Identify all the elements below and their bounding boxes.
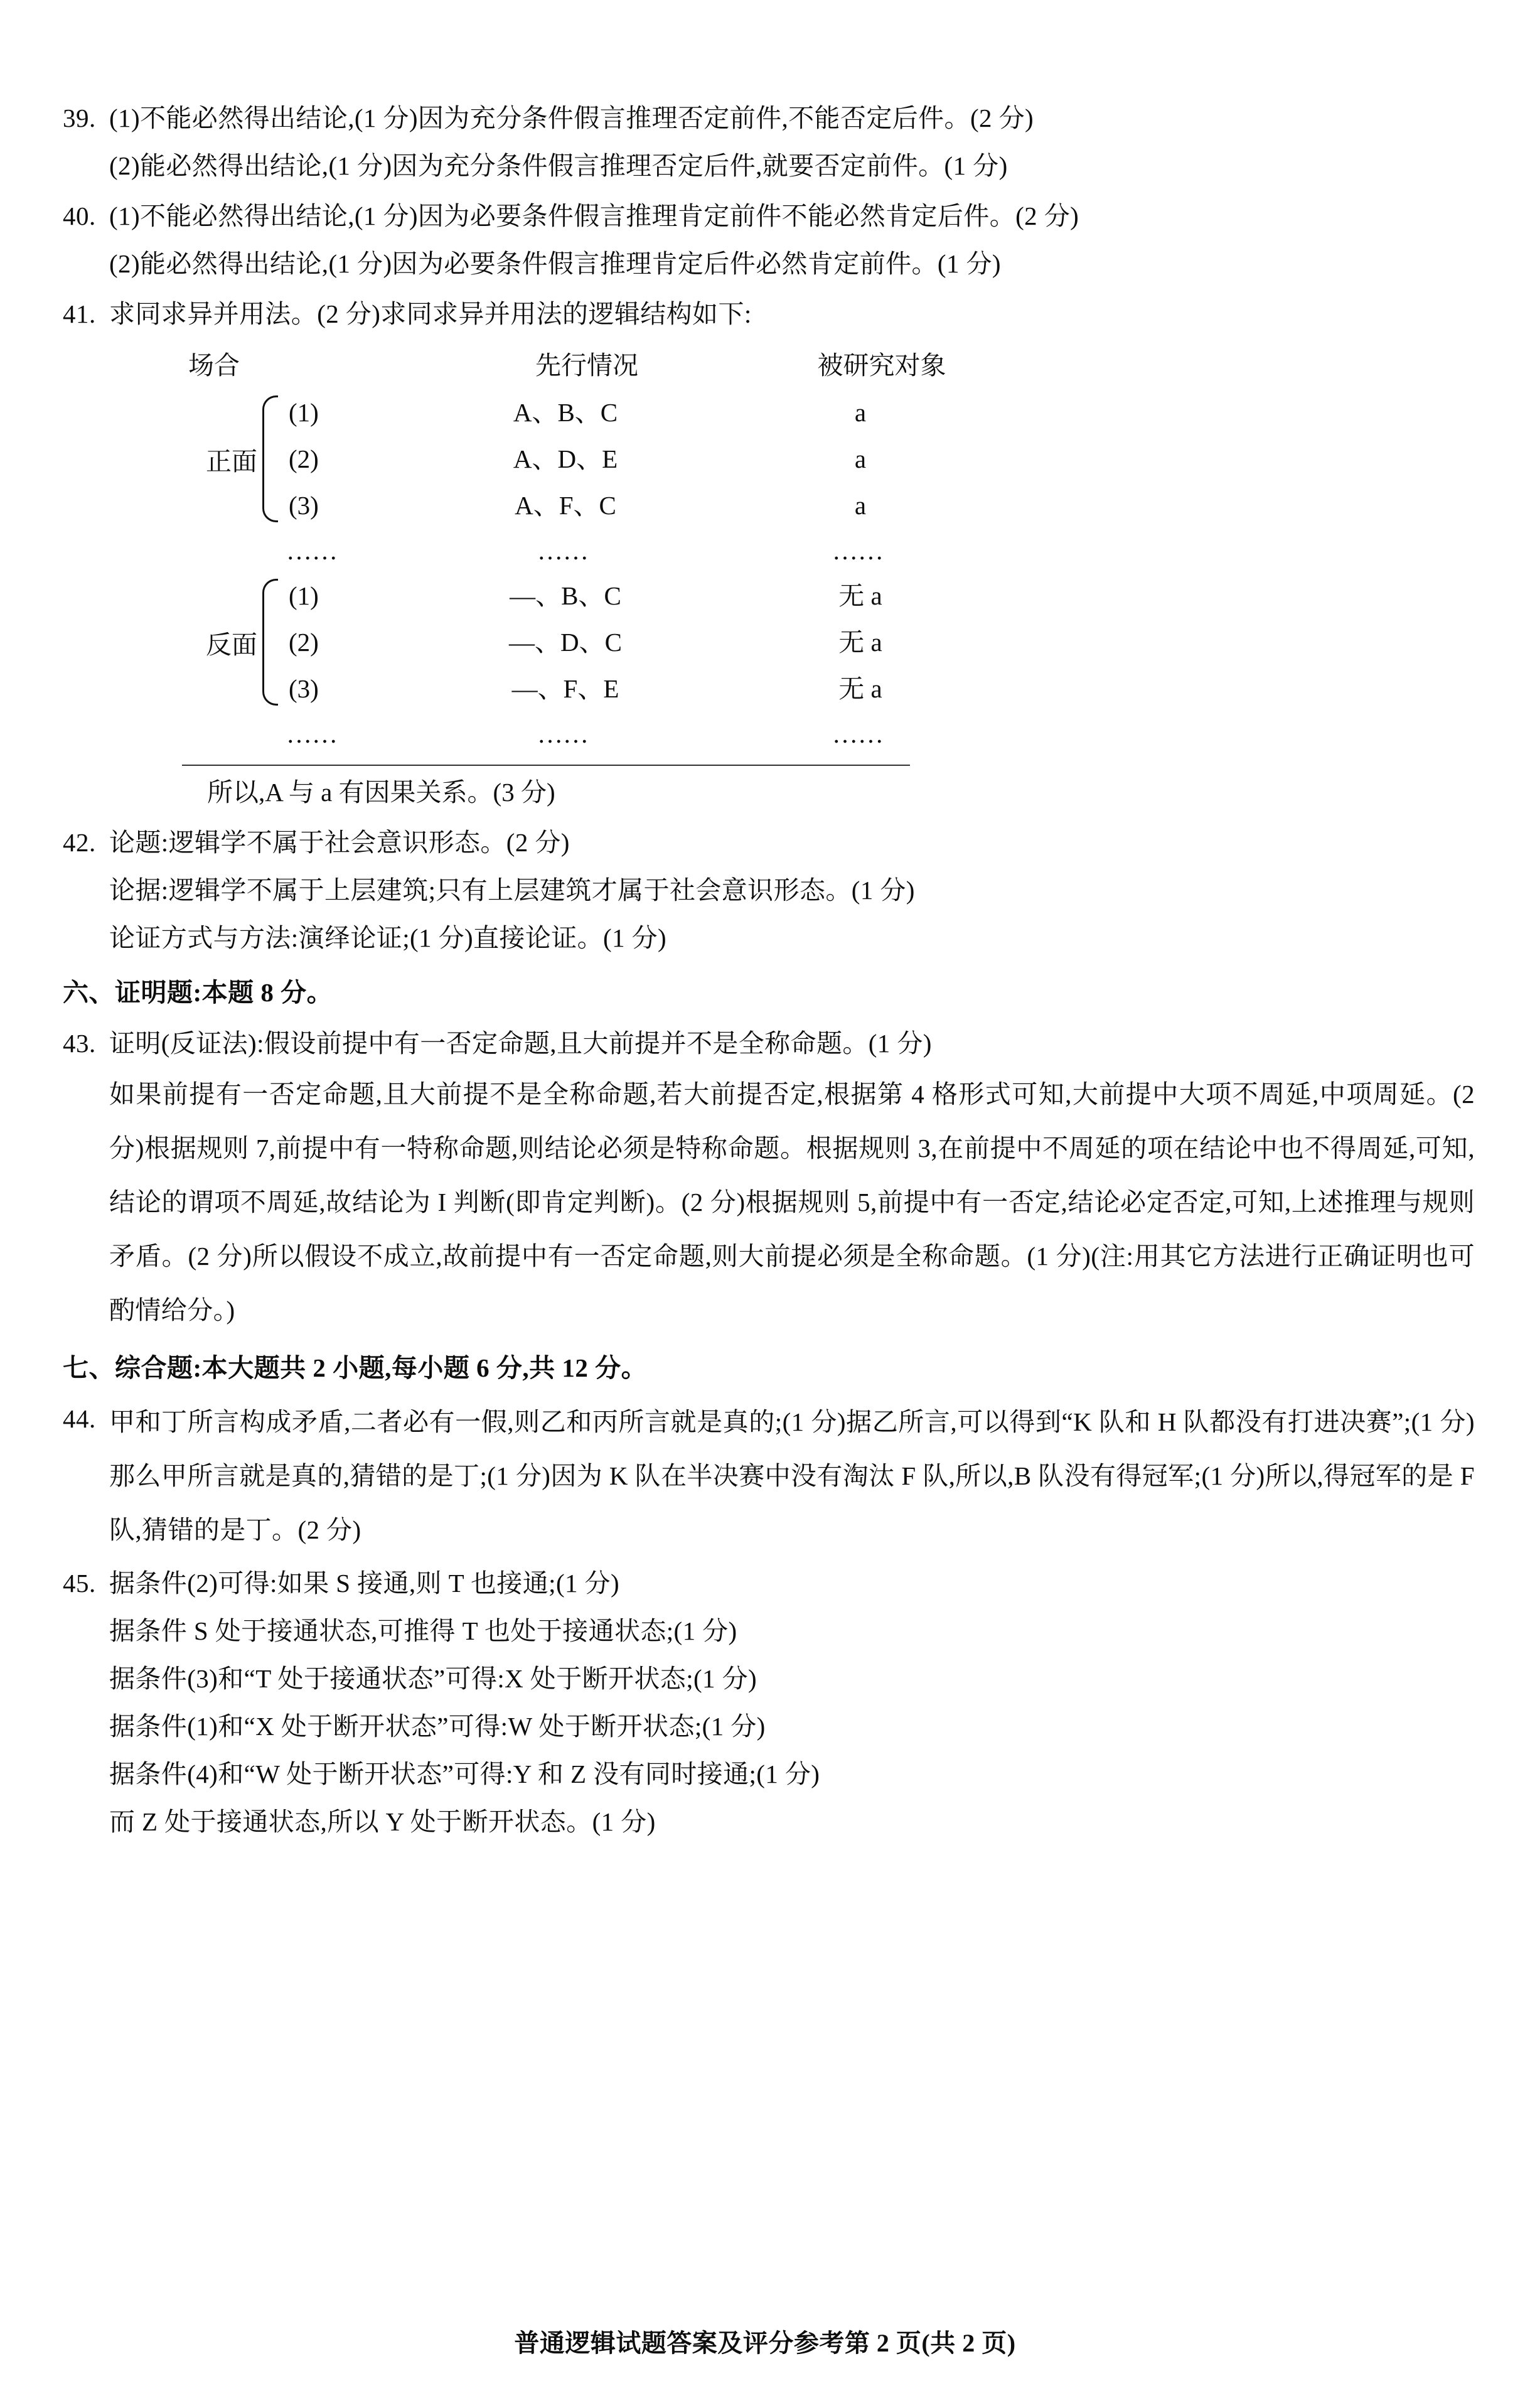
cell-object: a — [854, 491, 867, 520]
ellipsis-case: …… — [286, 536, 338, 565]
answer-line: 论据:逻辑学不属于上层建筑;只有上层建筑才属于社会意识形态。(1 分) — [109, 876, 915, 905]
section-heading-6: 六、证明题:本题 8 分。 — [63, 978, 333, 1007]
answer-item-44 — [63, 1395, 1475, 1557]
cell-antecedent: A、F、C — [515, 491, 616, 520]
answer-item-40 — [63, 192, 1475, 288]
group-rows — [281, 389, 1048, 529]
cell-case: (3) — [289, 491, 319, 520]
table-row — [281, 572, 1048, 619]
answer-number: 42. — [63, 828, 96, 857]
answer-number: 43. — [63, 1029, 96, 1058]
logic-table-header — [157, 341, 1048, 389]
ellipsis-antecedent: …… — [537, 719, 589, 748]
answer-paragraph: 如果前提有一否定命题,且大前提不是全称命题,若大前提否定,根据第 4 格形式可知,大前提中大项不周延,中项周延。(2 分)根据规则 7,前提中有一特称命题,则结论必须是特称命题。根据规则 3,在前提中不周延的项在结论中也不得周延,可知,结论的谓项不周延,故结论为 I 判断(即肯定判断)。(2 分)根据规则 5,前提中有一否定,结论必定否定,可知,上述推理与规则矛盾。(2 分)所以假设不成立,故前提中有一否定命题,则大前提必须是全称命题。(1 分)(注:用其它方法进行正确证明也可酌情给分。) — [109, 1080, 1475, 1325]
answer-number: 40. — [63, 202, 96, 230]
logic-structure-table — [157, 341, 1048, 819]
answer-item-39 — [63, 94, 1475, 190]
cell-case: (2) — [289, 444, 319, 473]
cell-object: a — [854, 398, 867, 427]
answer-body — [109, 1559, 1475, 1846]
cell-object: a — [854, 444, 867, 473]
group-label: 正面 — [206, 446, 257, 476]
answer-number: 44. — [63, 1404, 96, 1433]
answer-paragraph: 甲和丁所言构成矛盾,二者必有一假,则乙和丙所言就是真的;(1 分)据乙所言,可以得到“K 队和 H 队都没有打进决赛”;(1 分)那么甲所言就是真的,猜错的是丁;(1 分)因为 K 队在半决赛中没有淘汰 F 队,所以,B 队没有得冠军;(1 分)所以,得冠军的是 F 队,猜错的是丁。(2 分) — [109, 1407, 1475, 1544]
answer-line: (1)不能必然得出结论,(1 分)因为必要条件假言推理肯定前件不能必然肯定后件。(2 分) — [109, 202, 1079, 230]
table-row — [281, 389, 1048, 436]
cell-antecedent: A、B、C — [513, 398, 618, 427]
table-row — [281, 482, 1048, 529]
answer-line: (2)能必然得出结论,(1 分)因为必要条件假言推理肯定后件必然肯定前件。(1 分) — [109, 249, 1001, 278]
answer-number: 45. — [63, 1569, 96, 1598]
answer-line: 据条件(1)和“X 处于断开状态”可得:W 处于断开状态;(1 分) — [109, 1712, 766, 1741]
column-header-antecedent: 先行情况 — [535, 351, 638, 380]
section-heading-7: 七、综合题:本大题共 2 小题,每小题 6 分,共 12 分。 — [63, 1353, 648, 1382]
group-label: 反面 — [206, 630, 257, 659]
brace-icon — [260, 389, 281, 529]
answer-number: 39. — [63, 104, 96, 132]
cell-antecedent: A、D、E — [513, 444, 618, 473]
logic-group-negative — [157, 572, 1048, 712]
answer-item-41 — [63, 290, 1475, 338]
cell-antecedent: —、F、E — [511, 674, 619, 703]
answer-line: 论证方式与方法:演绎论证;(1 分)直接论证。(1 分) — [109, 923, 667, 952]
answer-body — [109, 1395, 1475, 1557]
answer-body — [109, 94, 1475, 190]
ellipsis-object: …… — [832, 536, 884, 565]
cell-object: 无 a — [838, 628, 882, 657]
cell-antecedent: —、D、C — [509, 628, 622, 657]
group-rows — [281, 572, 1048, 712]
cell-case: (2) — [289, 628, 319, 657]
answer-line: 求同求异并用法。(2 分)求同求异并用法的逻辑结构如下: — [109, 299, 752, 328]
answer-line: 而 Z 处于接通状态,所以 Y 处于断开状态。(1 分) — [109, 1807, 656, 1836]
logic-group-positive — [157, 389, 1048, 529]
answer-line: 据条件(2)可得:如果 S 接通,则 T 也接通;(1 分) — [109, 1569, 619, 1598]
ellipsis-case: …… — [286, 719, 338, 748]
ellipsis-row — [157, 712, 1048, 756]
answer-line: 据条件 S 处于接通状态,可推得 T 也处于接通状态;(1 分) — [109, 1616, 737, 1645]
ellipsis-antecedent: …… — [537, 536, 589, 565]
answer-line: 论题:逻辑学不属于社会意识形态。(2 分) — [109, 828, 570, 857]
logic-conclusion: 所以,A 与 a 有因果关系。(3 分) — [207, 778, 555, 807]
answer-line: (2)能必然得出结论,(1 分)因为充分条件假言推理否定后件,就要否定前件。(1 分) — [109, 151, 1008, 180]
ellipsis-row — [157, 529, 1048, 572]
cell-case: (3) — [289, 674, 319, 703]
answer-item-43 — [63, 1019, 1475, 1337]
table-row — [281, 665, 1048, 712]
cell-object: 无 a — [838, 674, 882, 703]
ellipsis-object: …… — [832, 719, 884, 748]
page-footer: 普通逻辑试题答案及评分参考第 2 页(共 2 页) — [514, 2329, 1016, 2357]
answer-body — [109, 819, 1475, 962]
cell-antecedent: —、B、C — [510, 581, 621, 610]
cell-object: 无 a — [838, 581, 882, 610]
answer-body — [109, 1019, 1475, 1337]
column-header-object: 被研究对象 — [817, 351, 946, 380]
column-header-case: 场合 — [188, 351, 240, 380]
answer-item-42 — [63, 819, 1475, 962]
page-content — [63, 94, 1475, 1848]
table-row — [281, 619, 1048, 665]
answer-body — [109, 192, 1475, 288]
answer-body — [109, 290, 1475, 338]
cell-case: (1) — [289, 398, 319, 427]
table-row — [281, 436, 1048, 482]
answer-line: 证明(反证法):假设前提中有一否定命题,且大前提并不是全称命题。(1 分) — [109, 1029, 932, 1058]
answer-number: 41. — [63, 299, 96, 328]
answer-line: (1)不能必然得出结论,(1 分)因为充分条件假言推理否定前件,不能否定后件。(2 分) — [109, 104, 1034, 132]
answer-line: 据条件(4)和“W 处于断开状态”可得:Y 和 Z 没有同时接通;(1 分) — [109, 1760, 820, 1788]
cell-case: (1) — [289, 581, 319, 610]
answer-line: 据条件(3)和“T 处于接通状态”可得:X 处于断开状态;(1 分) — [109, 1664, 757, 1693]
brace-icon — [260, 572, 281, 712]
answer-item-45 — [63, 1559, 1475, 1846]
